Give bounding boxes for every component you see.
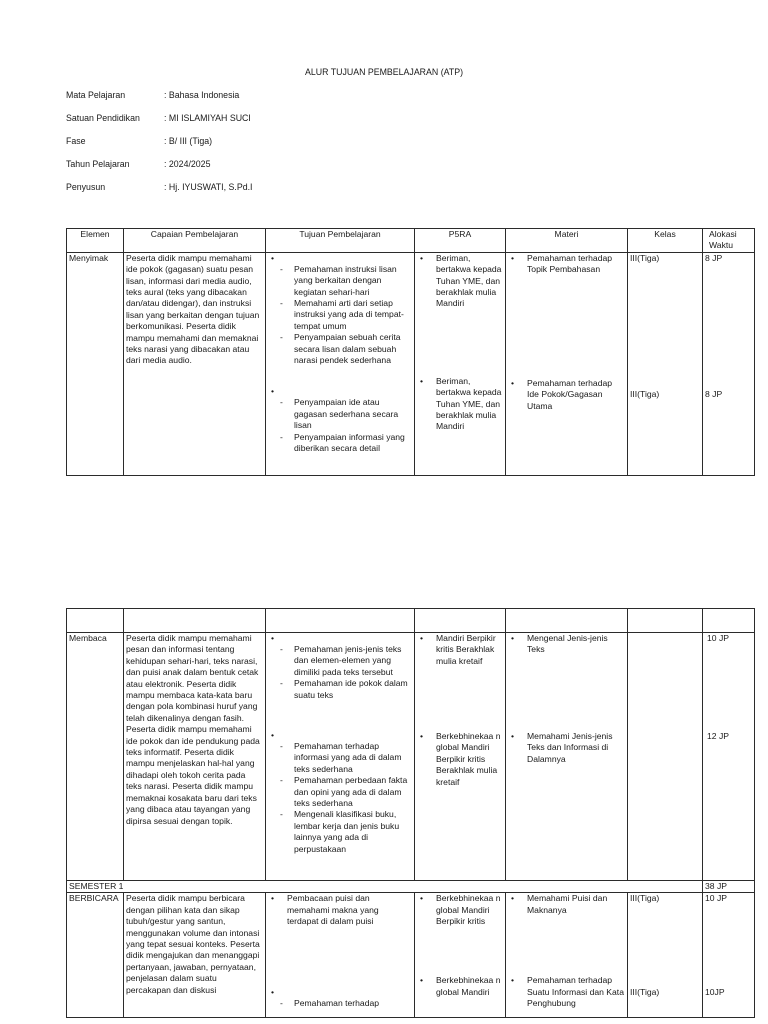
p5ra-item: • Beriman, bertakwa kepada Tuhan YME, dan berakhlak mulia Mandiri [417, 376, 503, 433]
table-row-berbicara [67, 893, 755, 1018]
meta-label: Fase [66, 136, 86, 146]
tujuan-item: - Penyampaian ide atau gagasan sederhana secara lisan [268, 397, 412, 431]
cell-alokasi [703, 893, 755, 1018]
tujuan-item: - Mengenali klasifikasi buku, lembar kerja dan jenis buku lainnya yang ada di perpustakaan [268, 809, 412, 855]
document-title: ALUR TUJUAN PEMBELAJARAN (ATP) [304, 67, 464, 77]
tujuan-list-2 [268, 998, 412, 1009]
kelas-value: III(Tiga) [630, 252, 660, 263]
header-elemen: Elemen [67, 229, 124, 253]
cell-materi [506, 252, 628, 475]
meta-value: : 2024/2025 [164, 159, 211, 169]
tujuan-item: - Penyampaian sebuah cerita secara lisan dalam sebuah narasi pendek sederhana [268, 332, 412, 366]
header-kelas: Kelas [628, 229, 703, 253]
meta-label: Tahun Pelajaran [66, 159, 130, 169]
bullet-marker [268, 730, 412, 741]
table-row-membaca [67, 633, 755, 881]
tujuan-item: - Pemahaman instruksi lisan yang berkaitan dengan kegiatan sehari-hari [268, 264, 412, 298]
materi-item: • Pemahaman terhadap Ide Pokok/Gagasan Utama [508, 378, 625, 412]
tujuan-item: - Pemahaman terhadap informasi yang ada di dalam teks sederhana [268, 741, 412, 775]
table-header-row [67, 229, 755, 253]
atp-table-2 [66, 608, 755, 1018]
bullet-marker [268, 987, 412, 998]
materi-item: • Pemahaman terhadap Topik Pembahasan [508, 253, 625, 378]
p5ra-item: • Berkebhinekaa n global Mandiri [417, 975, 503, 998]
cell-kelas [628, 252, 703, 475]
meta-label: Mata Pelajaran [66, 90, 126, 100]
p5ra-item: • Mandiri Berpikir kritis Berakhlak mulia kretaif [417, 633, 503, 731]
bullet-marker [268, 386, 412, 397]
cell-capaian: Peserta didik mampu berbicara dengan pilihan kata dan sikap tubuh/gestur yang santun, menggunakan volume dan intonasi yang tepat sesuai konteks. Peserta didik mengajukan dan menanggapi pertanyaan, jawaban, pernyataan, penjelasan dalam suatu percakapan dan diskusi [124, 893, 266, 1018]
tujuan-list-1 [268, 644, 412, 730]
bullet-marker [268, 253, 412, 264]
semester-alokasi: 38 JP [703, 881, 755, 893]
kelas-value: III(Tiga) [630, 987, 660, 998]
table-empty-row [67, 609, 755, 633]
tujuan-item: - Memahami arti dari setiap instruksi yang ada di tempat-tempat umum [268, 298, 412, 332]
tujuan-item: - Pemahaman ide pokok dalam suatu teks [268, 678, 412, 701]
cell-tujuan [266, 633, 415, 881]
meta-value: : Hj. IYUSWATI, S.Pd.I [164, 182, 253, 192]
p5ra-item: • Berkebhinekaa n global Mandiri Berpikir kritis Berakhlak mulia kretaif [417, 731, 503, 788]
cell-kelas [628, 633, 703, 881]
meta-value: : B/ III (Tiga) [164, 136, 213, 146]
table-row-menyimak [67, 252, 755, 475]
meta-value: : MI ISLAMIYAH SUCI [164, 113, 251, 123]
materi-item: • Pemahaman terhadap Suatu Informasi dan Kata Penghubung [508, 975, 625, 1009]
meta-label: Penyusun [66, 182, 106, 192]
cell-capaian: Peserta didik mampu memahami ide pokok (gagasan) suatu pesan lisan, informasi dari media audio, teks aural (teks yang dibacakan dan/atau didengar), dan instruksi lisan yang berkaitan dengan tujuan berkomunikasi. Peserta didik mampu memahami dan memaknai teks narasi yang dibacakan atau dari media audio. [124, 252, 266, 475]
alokasi-value: 8 JP [705, 388, 723, 399]
tujuan-item: - Pemahaman jenis-jenis teks dan elemen-elemen yang dimiliki pada teks tersebut [268, 644, 412, 678]
cell-elemen: Membaca [67, 633, 124, 881]
header-alokasi: Alokasi Waktu [703, 229, 755, 253]
kelas-value: III(Tiga) [630, 893, 660, 904]
cell-kelas [628, 893, 703, 1018]
header-tujuan: Tujuan Pembelajaran [266, 229, 415, 253]
cell-p5ra [415, 252, 506, 475]
alokasi-value: 12 JP [707, 731, 729, 741]
cell-elemen: Menyimak [67, 252, 124, 475]
semester-label: SEMESTER 1 [67, 881, 703, 893]
alokasi-value: 10 JP [705, 893, 727, 904]
tujuan-list-2 [268, 397, 412, 454]
cell-elemen: BERBICARA [67, 893, 124, 1018]
tujuan-item: - Pemahaman perbedaan fakta dan opini yang ada di dalam teks sederhana [268, 775, 412, 809]
tujuan-list-1 [268, 264, 412, 367]
meta-value: : Bahasa Indonesia [164, 90, 240, 100]
tujuan-item: - Pemahaman terhadap [268, 998, 412, 1009]
meta-label: Satuan Pendidikan [66, 113, 140, 123]
cell-alokasi [703, 633, 755, 881]
materi-item: • Memahami Puisi dan Maknanya [508, 893, 625, 975]
cell-capaian: Peserta didik mampu memahami pesan dan informasi tentang kehidupan sehari-hari, teks narasi, dan puisi anak dalam bentuk cetak atau elektronik. Peserta didik mampu membaca kata-kata baru dengan pola kombinasi huruf yang telah dikenalinya dengan fasih. Peserta didik mampu memahami ide pokok dan ide pendukung pada teks informatif. Peserta didik mampu menjelaskan hal-hal yang dihadapi oleh tokoh cerita pada teks narasi. Peserta didik mampu memaknai kosakata baru dari teks yang dibaca atau tayangan yang dipirsa sesuai dengan topik. [124, 633, 266, 881]
table-row-semester [67, 881, 755, 893]
cell-p5ra [415, 633, 506, 881]
alokasi-value: 10JP [705, 987, 725, 998]
cell-materi [506, 633, 628, 881]
header-capaian: Capaian Pembelajaran [124, 229, 266, 253]
cell-alokasi [703, 252, 755, 475]
cell-tujuan [266, 893, 415, 1018]
tujuan-item: - Penyampaian informasi yang diberikan secara detail [268, 432, 412, 455]
materi-item: • Memahami Jenis-jenis Teks dan Informasi di Dalamnya [508, 731, 625, 765]
alokasi-value: 10 JP [707, 633, 729, 643]
header-p5ra: P5RA [415, 229, 506, 253]
materi-item: • Mengenal Jenis-jenis Teks [508, 633, 625, 731]
tujuan-list-2 [268, 741, 412, 855]
tujuan-item: • Pembacaan puisi dan memahami makna yang terdapat di dalam puisi [268, 893, 412, 987]
p5ra-item: • Berkebhinekaa n global Mandiri Berpikir kritis [417, 893, 503, 975]
p5ra-item: • Beriman, bertakwa kepada Tuhan YME, dan berakhlak mulia Mandiri [417, 253, 503, 376]
bullet-marker [268, 633, 412, 644]
cell-p5ra [415, 893, 506, 1018]
header-materi: Materi [506, 229, 628, 253]
alokasi-value: 8 JP [705, 252, 723, 263]
kelas-value: III(Tiga) [630, 388, 660, 399]
cell-materi [506, 893, 628, 1018]
atp-table-1 [66, 228, 755, 476]
cell-tujuan [266, 252, 415, 475]
